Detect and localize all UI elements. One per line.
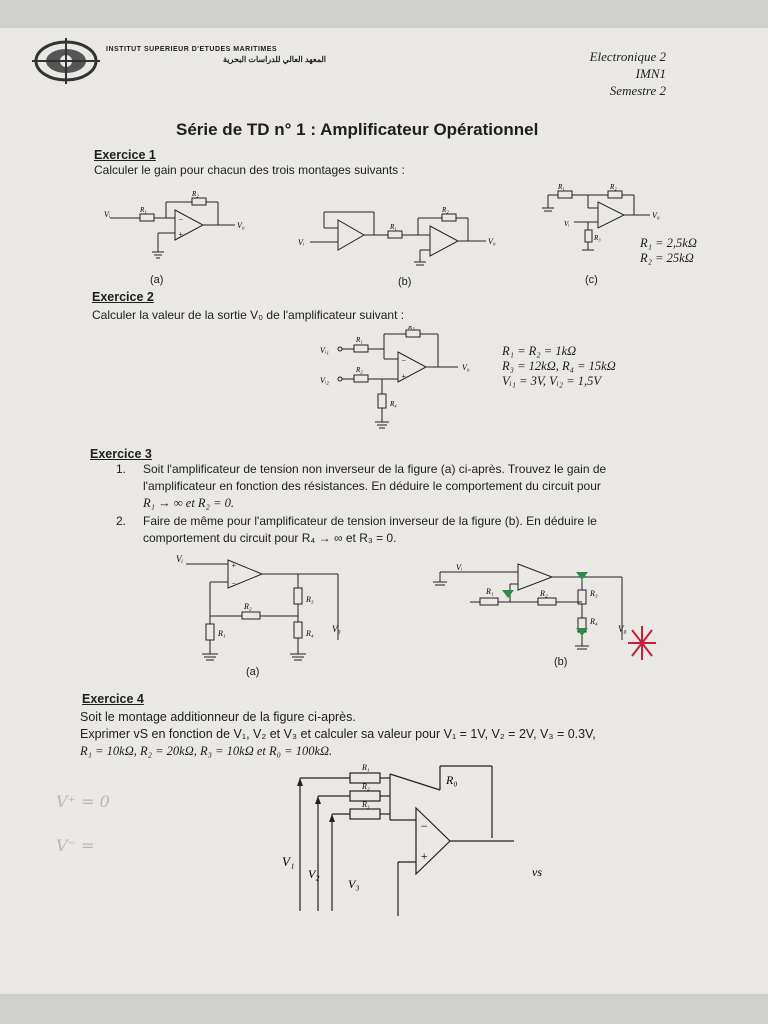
circuit-1b: [298, 200, 508, 270]
exercise-4-line-1: Soit le montage additionneur de la figure ci-après.: [80, 710, 356, 724]
circuit-4: [270, 756, 560, 916]
svg-text:R₂: R₂: [442, 206, 449, 214]
ex2-value-3: Vᵢ₁ = 3V, Vᵢ₂ = 1,5V: [502, 374, 602, 388]
svg-text:V₀: V₀: [618, 624, 627, 634]
item-1-line-3: R₁ → ∞ et R₂ = 0.: [143, 496, 234, 510]
exercise-4-line-3: R₁ = 10kΩ, R₂ = 20kΩ, R₃ = 10kΩ et R₀ = 100kΩ.: [80, 744, 333, 758]
ex2-value-1: R₁ = R₂ = 1kΩ: [502, 344, 577, 358]
item-2-line-1: Faire de même pour l'amplificateur de tension inverseur de la figure (b). En déduire le: [143, 514, 597, 528]
caption-1a: (a): [150, 274, 164, 286]
svg-text:V₀: V₀: [488, 237, 496, 246]
svg-text:+: +: [178, 230, 184, 239]
svg-text:R₂: R₂: [610, 183, 617, 191]
ex1-value-r2: R₂ = 25kΩ: [640, 251, 694, 265]
ex2-value-2: R₃ = 12kΩ, R₄ = 15kΩ: [502, 359, 616, 373]
svg-text:R₃: R₃: [306, 595, 314, 604]
svg-text:R₃: R₃: [408, 326, 415, 331]
svg-text:V₀: V₀: [462, 363, 470, 372]
svg-text:V₃: V₃: [348, 877, 360, 891]
svg-text:R₂: R₂: [356, 366, 363, 374]
svg-text:Vᵢ: Vᵢ: [298, 238, 305, 247]
svg-text:R₄: R₄: [590, 617, 598, 626]
exercise-4-line-2: Exprimer vS en fonction de V₁, V₂ et V₃ et calculer sa valeur pour V₁ = 1V, V₂ = 2V, V₃ = 0.3V,: [80, 727, 596, 741]
svg-text:+: +: [420, 849, 429, 863]
svg-text:R₄: R₄: [390, 400, 397, 408]
course-header: [500, 48, 666, 99]
item-1-line-1: Soit l'amplificateur de tension non inverseur de la figure (a) ci-après. Trouvez le gain de: [143, 462, 607, 476]
svg-text:V₀: V₀: [652, 211, 660, 220]
svg-text:R₂: R₂: [362, 782, 370, 791]
svg-text:R₃: R₃: [594, 234, 601, 242]
exercise-4-heading: Exercice 4: [82, 692, 144, 706]
item-1-line-2: l'amplificateur en fonction des résistances. En déduire le comportement du circuit pour: [143, 479, 601, 493]
svg-text:R₂: R₂: [192, 190, 199, 198]
svg-text:−: −: [420, 819, 429, 833]
class-name: IMN1: [635, 66, 666, 81]
svg-text:V₀: V₀: [237, 221, 245, 230]
exercise-3-heading: Exercice 3: [90, 447, 152, 461]
page-title: Série de TD n° 1 : Amplificateur Opérationnel: [176, 120, 539, 139]
svg-text:−: −: [178, 215, 184, 224]
svg-text:R₂: R₂: [244, 602, 252, 611]
exercise-2-statement: Calculer la valeur de la sortie V₀ de l'amplificateur suivant :: [92, 308, 405, 322]
svg-text:V₂: V₂: [308, 867, 320, 881]
svg-text:V₀: V₀: [332, 624, 341, 634]
caption-1c: (c): [585, 274, 598, 286]
svg-text:R₁: R₁: [356, 336, 363, 344]
document-page: [0, 28, 768, 994]
item-2-line-2: comportement du circuit pour R₄ → ∞ et R₃ = 0.: [143, 531, 397, 545]
svg-text:R₂: R₂: [540, 589, 548, 598]
svg-text:−: −: [401, 356, 407, 365]
exercise-2-heading: Exercice 2: [92, 290, 154, 304]
circuit-3b: [430, 560, 660, 670]
svg-text:R₃: R₃: [362, 800, 370, 809]
ex1-value-r1: R₁ = 2,5kΩ: [640, 236, 697, 250]
svg-text:R₃: R₃: [590, 589, 598, 598]
caption-1b: (b): [398, 276, 412, 288]
svg-text:Vᵢ₂: Vᵢ₂: [320, 376, 329, 385]
caption-3b: (b): [554, 656, 568, 668]
course-name: Electronique 2: [589, 49, 666, 64]
item-number: 2.: [116, 514, 127, 528]
semester: Semestre 2: [609, 83, 666, 98]
svg-text:R₁: R₁: [558, 183, 565, 191]
handwritten-note-1: V⁺ = 0: [56, 792, 110, 811]
svg-text:V₁: V₁: [282, 854, 295, 869]
svg-text:R₁: R₁: [390, 223, 397, 231]
svg-text:R₄: R₄: [306, 629, 314, 638]
circuit-1a: [100, 188, 260, 268]
exercise-1-statement: Calculer le gain pour chacun des trois montages suivants :: [94, 163, 405, 177]
svg-text:+: +: [401, 372, 407, 381]
item-number: 1.: [116, 462, 127, 476]
svg-text:R₀: R₀: [446, 773, 458, 787]
svg-text:Vᵢ: Vᵢ: [456, 563, 463, 572]
caption-3a: (a): [246, 666, 260, 678]
svg-text:R₁: R₁: [140, 206, 147, 214]
circuit-2: [318, 326, 498, 438]
svg-text:Vᵢ: Vᵢ: [176, 554, 183, 564]
svg-text:−: −: [231, 579, 237, 588]
institute-logo: [30, 36, 102, 86]
svg-text:R₁: R₁: [362, 763, 370, 772]
handwritten-note-2: V⁻ =: [56, 836, 95, 855]
circuit-3a: [176, 550, 356, 670]
svg-text:R₁: R₁: [486, 587, 494, 596]
svg-text:vs: vs: [532, 865, 542, 879]
institute-name-fr: INSTITUT SUPERIEUR D'ETUDES MARITIMES: [106, 46, 278, 53]
svg-text:R₁: R₁: [218, 629, 226, 638]
svg-text:Vᵢ₁: Vᵢ₁: [320, 346, 329, 355]
svg-text:Vᵢ: Vᵢ: [104, 210, 111, 219]
institute-name-ar: المعهد العالي للدراسات البحرية: [223, 55, 326, 64]
svg-text:Vᵢ: Vᵢ: [564, 220, 570, 228]
exercise-1-heading: Exercice 1: [94, 148, 156, 162]
svg-text:+: +: [231, 561, 237, 570]
